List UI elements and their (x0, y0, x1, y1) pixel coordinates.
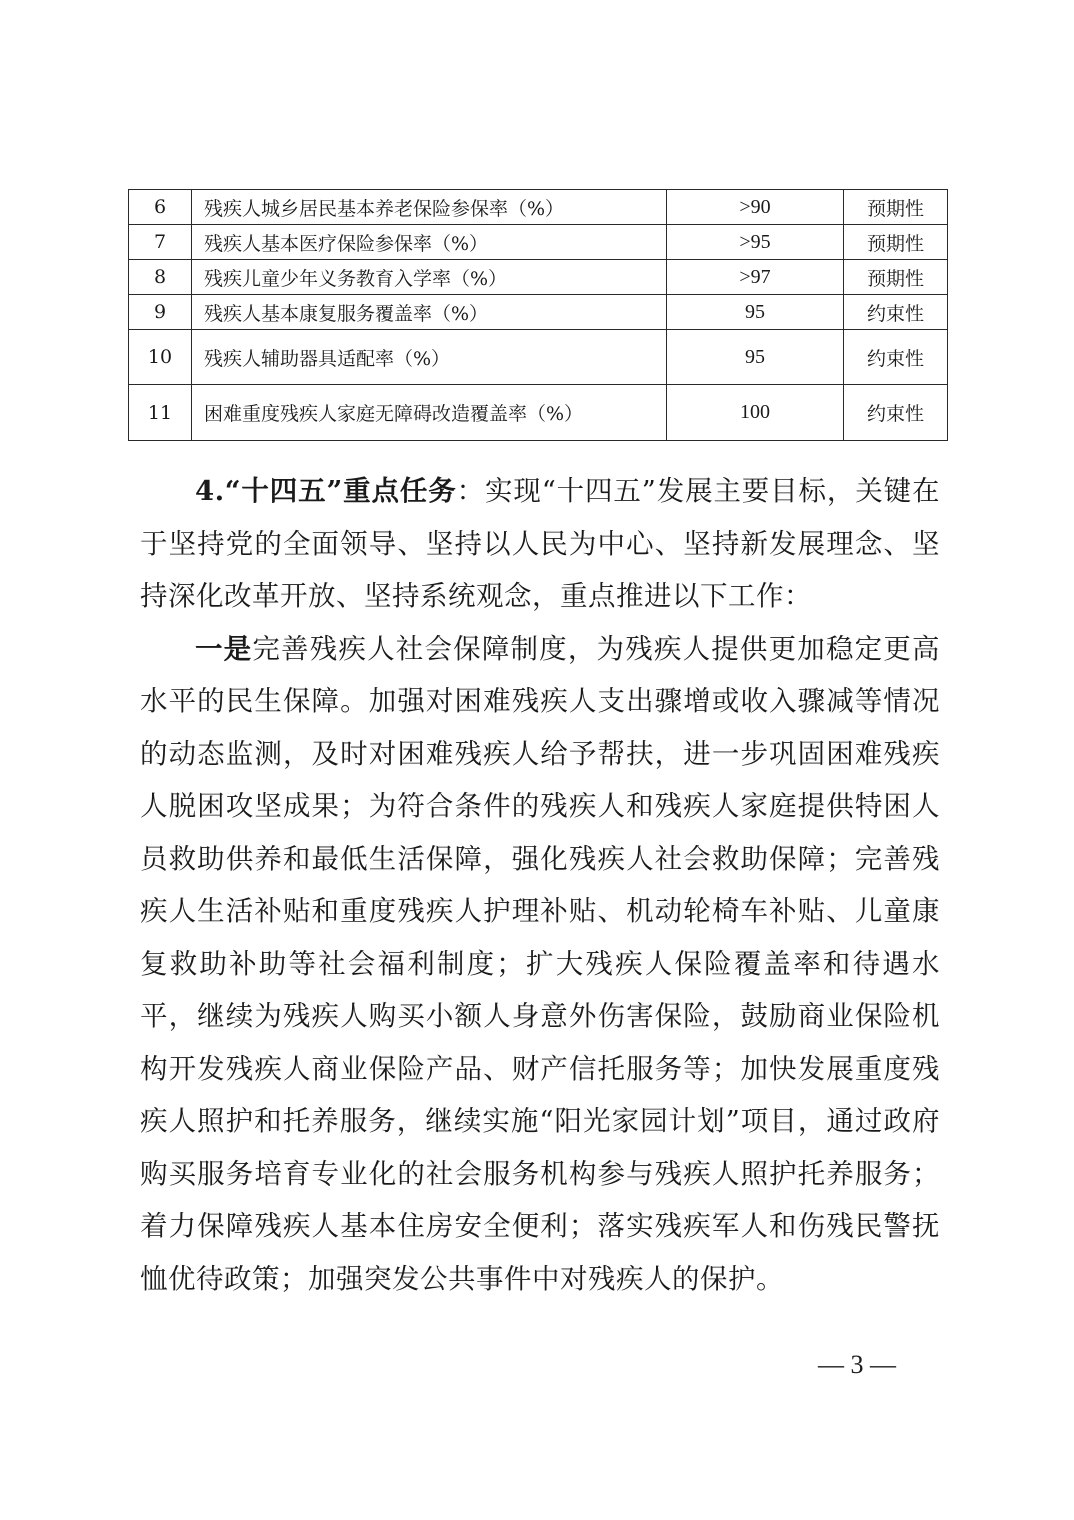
paragraph-heading: 一是 (195, 632, 253, 665)
row-number: 6 (129, 190, 192, 225)
indicator-name: 残疾儿童少年义务教育入学率（%） (192, 260, 667, 295)
indicator-type: 约束性 (844, 330, 948, 385)
indicator-type: 预期性 (844, 225, 948, 260)
indicator-type: 约束性 (844, 295, 948, 330)
target-value: >90 (667, 190, 844, 225)
target-value: 95 (667, 295, 844, 330)
indicator-name: 困难重度残疾人家庭无障碍改造覆盖率（%） (192, 385, 667, 441)
indicator-type: 预期性 (844, 190, 948, 225)
table-row (129, 330, 948, 385)
indicator-type: 约束性 (844, 385, 948, 441)
body-text (140, 465, 940, 1305)
row-number: 11 (129, 385, 192, 441)
indicator-name: 残疾人城乡居民基本养老保险参保率（%） (192, 190, 667, 225)
indicators-table (128, 189, 948, 441)
table-row (129, 225, 948, 260)
row-number: 9 (129, 295, 192, 330)
table-row (129, 190, 948, 225)
indicator-name: 残疾人辅助器具适配率（%） (192, 330, 667, 385)
row-number: 8 (129, 260, 192, 295)
paragraph-key-tasks (140, 465, 940, 623)
indicator-type: 预期性 (844, 260, 948, 295)
table-row (129, 385, 948, 441)
table-row (129, 295, 948, 330)
target-value: >95 (667, 225, 844, 260)
indicator-name: 残疾人基本医疗保险参保率（%） (192, 225, 667, 260)
target-value: 100 (667, 385, 844, 441)
indicator-name: 残疾人基本康复服务覆盖率（%） (192, 295, 667, 330)
table-row (129, 260, 948, 295)
paragraph-social-security (140, 623, 940, 1306)
row-number: 7 (129, 225, 192, 260)
page-number: — 3 — (818, 1350, 896, 1379)
target-value: 95 (667, 330, 844, 385)
row-number: 10 (129, 330, 192, 385)
paragraph-heading: 4.“十四五”重点任务 (195, 475, 457, 507)
paragraph-text: 完善残疾人社会保障制度，为残疾人提供更加稳定更高水平的民生保障。加强对困难残疾人支出骤增或收入骤减等情况的动态监测，及时对困难残疾人给予帮扶，进一步巩固困难残疾人脱困攻坚成果；为符合条件的残疾人和残疾人家庭提供特困人员救助供养和最低生活保障，强化残疾人社会救助保障；完善残疾人生活补贴和重度残疾人护理补贴、机动轮椅车补贴、儿童康复救助补助等社会福利制度；扩大残疾人保险覆盖率和待遇水平，继续为残疾人购买小额人身意外伤害保险，鼓励商业保险机构开发残疾人商业保险产品、财产信托服务等；加快发展重度残疾人照护和托养服务，继续实施“阳光家园计划”项目，通过政府购买服务培育专业化的社会服务机构参与残疾人照护托养服务；着力保障残疾人基本住房安全便利；落实残疾军人和伤残民警抚恤优待政策；加强突发公共事件中对残疾人的保护。 (140, 632, 941, 1295)
target-value: >97 (667, 260, 844, 295)
paragraph-text: ：实现“十四五”发展主要目标，关键在于坚持党的全面领导、坚持以人民为中心、坚持新发展理念、坚持深化改革开放、坚持系统观念，重点推进以下工作： (140, 475, 941, 612)
